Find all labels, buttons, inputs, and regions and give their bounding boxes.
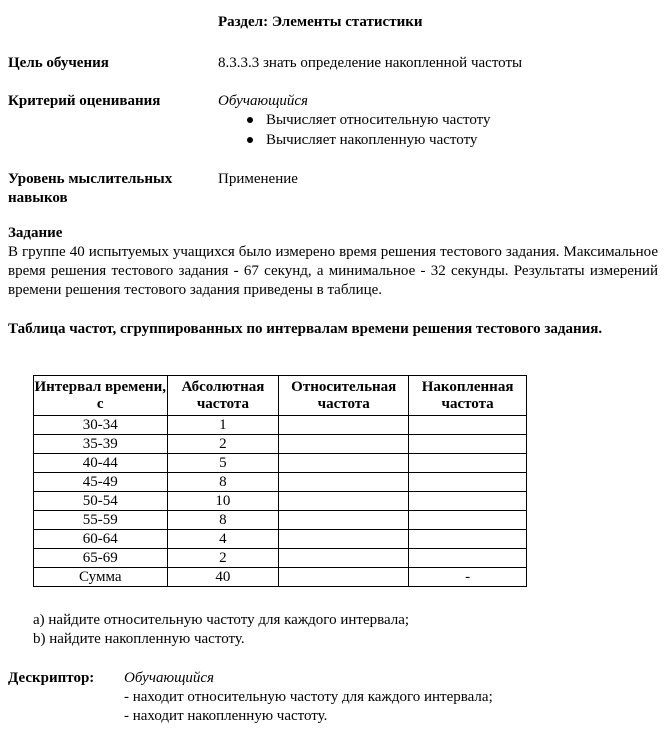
descriptor-item: - находит накопленную частоту.	[124, 708, 328, 724]
header-cumulative-frequency: Накопленная частота	[409, 376, 527, 416]
table-row	[34, 549, 527, 568]
table-row	[34, 416, 527, 435]
cell-interval: Сумма	[34, 568, 168, 587]
thinking-level-value: Применение	[218, 171, 298, 187]
cell-cumulative-frequency	[409, 549, 527, 568]
cell-absolute-frequency: 1	[167, 416, 279, 435]
cell-absolute-frequency: 5	[167, 454, 279, 473]
descriptor-list	[124, 688, 493, 726]
table-header-row	[34, 376, 527, 416]
criteria-label: Критерий оценивания	[8, 93, 161, 109]
section-title: Раздел: Элементы статистики	[218, 14, 423, 30]
cell-interval: 45-49	[34, 473, 168, 492]
table-row	[34, 530, 527, 549]
criteria-subject: Обучающийся	[218, 93, 309, 109]
table-row	[34, 473, 527, 492]
cell-cumulative-frequency	[409, 530, 527, 549]
objective-label: Цель обучения	[8, 55, 109, 71]
cell-relative-frequency	[279, 416, 409, 435]
cell-interval: 35-39	[34, 435, 168, 454]
cell-cumulative-frequency	[409, 435, 527, 454]
cell-absolute-frequency: 2	[167, 435, 279, 454]
cell-absolute-frequency: 40	[167, 568, 279, 587]
cell-interval: 65-69	[34, 549, 168, 568]
header-absolute-frequency: Абсолютная частота	[167, 376, 279, 416]
cell-relative-frequency	[279, 454, 409, 473]
criteria-list	[244, 111, 491, 151]
descriptor-label: Дескриптор:	[8, 670, 95, 686]
table-row	[34, 454, 527, 473]
descriptor-item: - находит относительную частоту для каждого интервала;	[124, 689, 493, 705]
cell-relative-frequency	[279, 530, 409, 549]
descriptor-subject: Обучающийся	[124, 670, 215, 686]
cell-relative-frequency	[279, 435, 409, 454]
table-row	[34, 492, 527, 511]
question-a: a) найдите относительную частоту для каждого интервала;	[33, 612, 410, 628]
cell-absolute-frequency: 8	[167, 511, 279, 530]
objective-value: 8.3.3.3 знать определение накопленной частоты	[218, 55, 523, 71]
table-caption: Таблица частот, сгруппированных по интервалам времени решения тестового задания.	[8, 321, 603, 337]
cell-relative-frequency	[279, 511, 409, 530]
table-total-row	[34, 568, 527, 587]
cell-cumulative-frequency	[409, 454, 527, 473]
cell-relative-frequency	[279, 473, 409, 492]
thinking-level-label: Уровень мыслительных навыков	[8, 171, 173, 206]
cell-relative-frequency	[279, 549, 409, 568]
cell-relative-frequency	[279, 568, 409, 587]
cell-interval: 60-64	[34, 530, 168, 549]
cell-absolute-frequency: 4	[167, 530, 279, 549]
table-row	[34, 435, 527, 454]
frequency-table	[33, 375, 527, 587]
cell-absolute-frequency: 8	[167, 473, 279, 492]
cell-interval: 30-34	[34, 416, 168, 435]
cell-relative-frequency	[279, 492, 409, 511]
cell-absolute-frequency: 10	[167, 492, 279, 511]
header-interval: Интервал времени, с	[34, 376, 168, 416]
question-b: b) найдите накопленную частоту.	[33, 631, 245, 647]
table-row	[34, 511, 527, 530]
cell-absolute-frequency: 2	[167, 549, 279, 568]
cell-interval: 50-54	[34, 492, 168, 511]
criteria-item: Вычисляет накопленную частоту	[244, 131, 491, 151]
cell-cumulative-frequency	[409, 511, 527, 530]
task-heading: Задание	[8, 225, 63, 241]
cell-cumulative-frequency	[409, 416, 527, 435]
task-text: В группе 40 испытуемых учащихся было измерено время решения тестового задания. Максимальное время решения тестового задания - 67 секунд, а минимальное - 32 секунды. Результаты измерений времени решения тестового задания приведены в таблице.	[8, 244, 658, 298]
cell-interval: 55-59	[34, 511, 168, 530]
header-relative-frequency: Относительная частота	[279, 376, 409, 416]
cell-interval: 40-44	[34, 454, 168, 473]
criteria-item: Вычисляет относительную частоту	[244, 111, 491, 131]
cell-cumulative-frequency	[409, 473, 527, 492]
cell-cumulative-frequency: -	[409, 568, 527, 587]
cell-cumulative-frequency	[409, 492, 527, 511]
